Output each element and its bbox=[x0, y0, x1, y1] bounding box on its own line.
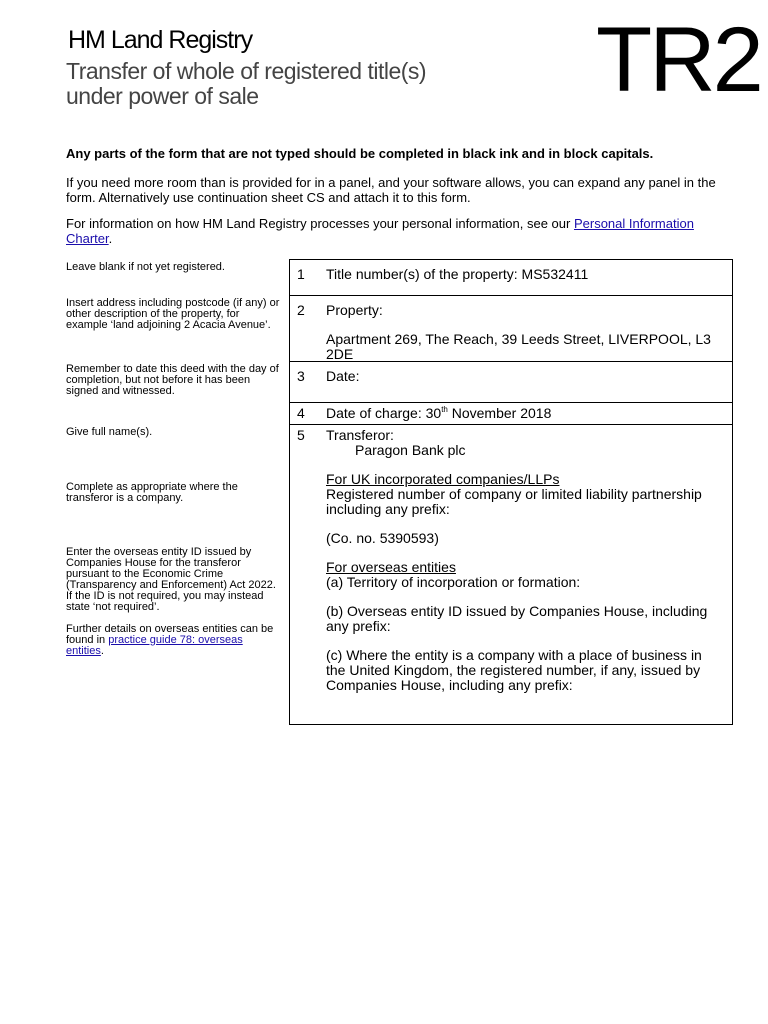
company-number: (Co. no. 5390593) bbox=[326, 530, 439, 546]
panel-3-date[interactable] bbox=[289, 361, 733, 403]
panel-number: 5 bbox=[297, 427, 305, 443]
date-of-charge-text bbox=[326, 406, 722, 421]
date-label: Date: bbox=[326, 368, 360, 384]
panel-number: 2 bbox=[297, 302, 305, 318]
uk-place-of-business-text: (c) Where the entity is a company with a place of business in the United Kingdom, the registered number, if any, issued by Companies House, including any prefix: bbox=[326, 647, 702, 693]
panel-1-title-number[interactable] bbox=[289, 259, 733, 296]
personal-info-note bbox=[66, 216, 716, 246]
panel-5-further-details-note bbox=[66, 624, 281, 657]
further-details-suffix: . bbox=[100, 645, 104, 657]
property-label: Property: bbox=[326, 302, 383, 318]
further-details-prefix: Further details on overseas entities can be found in bbox=[66, 623, 274, 646]
personal-info-prefix: For information on how HM Land Registry processes your personal information, see our bbox=[66, 216, 574, 231]
panel-1-note: Leave blank if not yet registered. bbox=[66, 261, 225, 273]
panel-3-note: Remember to date this deed with the day of completion, but not before it has been signed and witnessed. bbox=[66, 363, 279, 397]
personal-information-charter-link[interactable]: Personal Information Charter bbox=[66, 216, 694, 246]
panel-5-overseas-note: Enter the overseas entity ID issued by Companies House for the transferor pursuant to the Economic Crime (Transparency and Enforcement) Act 2022. If the ID is not required, you may instead state ‘not required’. bbox=[66, 546, 276, 613]
panel-5-transferor[interactable] bbox=[289, 424, 733, 725]
overseas-territory-text: (a) Territory of incorporation or formation: bbox=[326, 574, 581, 590]
panel-5-company-note: Complete as appropriate where the transferor is a company. bbox=[66, 481, 238, 504]
form-code: TR2 bbox=[596, 9, 761, 111]
panel-number: 1 bbox=[297, 266, 305, 282]
panel-5-name-note: Give full name(s). bbox=[66, 426, 153, 438]
ordinal-suffix: th bbox=[441, 405, 448, 414]
date-of-charge-rest: November 2018 bbox=[447, 405, 552, 421]
panel-4-date-of-charge[interactable] bbox=[289, 402, 733, 425]
block-capitals-note: Any parts of the form that are not typed should be completed in black ink and in block capitals. bbox=[66, 146, 654, 161]
property-address: Apartment 269, The Reach, 39 Leeds Street, LIVERPOOL, L3 2DE bbox=[326, 331, 711, 362]
uk-companies-heading: For UK incorporated companies/LLPs bbox=[326, 471, 560, 487]
panel-2-property[interactable] bbox=[289, 295, 733, 362]
form-title-line-2: under power of sale bbox=[66, 83, 259, 109]
overseas-entities-heading: For overseas entities bbox=[326, 559, 456, 575]
overseas-entity-id-text: (b) Overseas entity ID issued by Companies House, including any prefix: bbox=[326, 603, 708, 634]
panel-2-note: Insert address including postcode (if any) or other description of the property, for example ‘land adjoining 2 Acacia Avenue’. bbox=[66, 297, 280, 331]
uk-registered-number-text: Registered number of company or limited liability partnership including any prefix: bbox=[326, 486, 702, 517]
panel-number: 3 bbox=[297, 368, 305, 384]
form-title-line-1: Transfer of whole of registered title(s) bbox=[66, 58, 427, 84]
date-of-charge-label: Date of charge: 30 bbox=[326, 405, 442, 421]
more-room-note: If you need more room than is provided for in a panel, and your software allows, you can expand any panel in the form. Alternatively use continuation sheet CS and attach it to this form. bbox=[66, 175, 716, 205]
panel-number: 4 bbox=[297, 405, 305, 421]
practice-guide-78-link[interactable]: practice guide 78: overseas entities bbox=[66, 634, 243, 657]
personal-info-suffix: . bbox=[108, 231, 113, 246]
title-number-text: Title number(s) of the property: MS532411 bbox=[326, 266, 589, 282]
transferor-name: Paragon Bank plc bbox=[355, 442, 466, 458]
organisation-name: HM Land Registry bbox=[68, 26, 253, 54]
transferor-label: Transferor: bbox=[326, 427, 394, 443]
